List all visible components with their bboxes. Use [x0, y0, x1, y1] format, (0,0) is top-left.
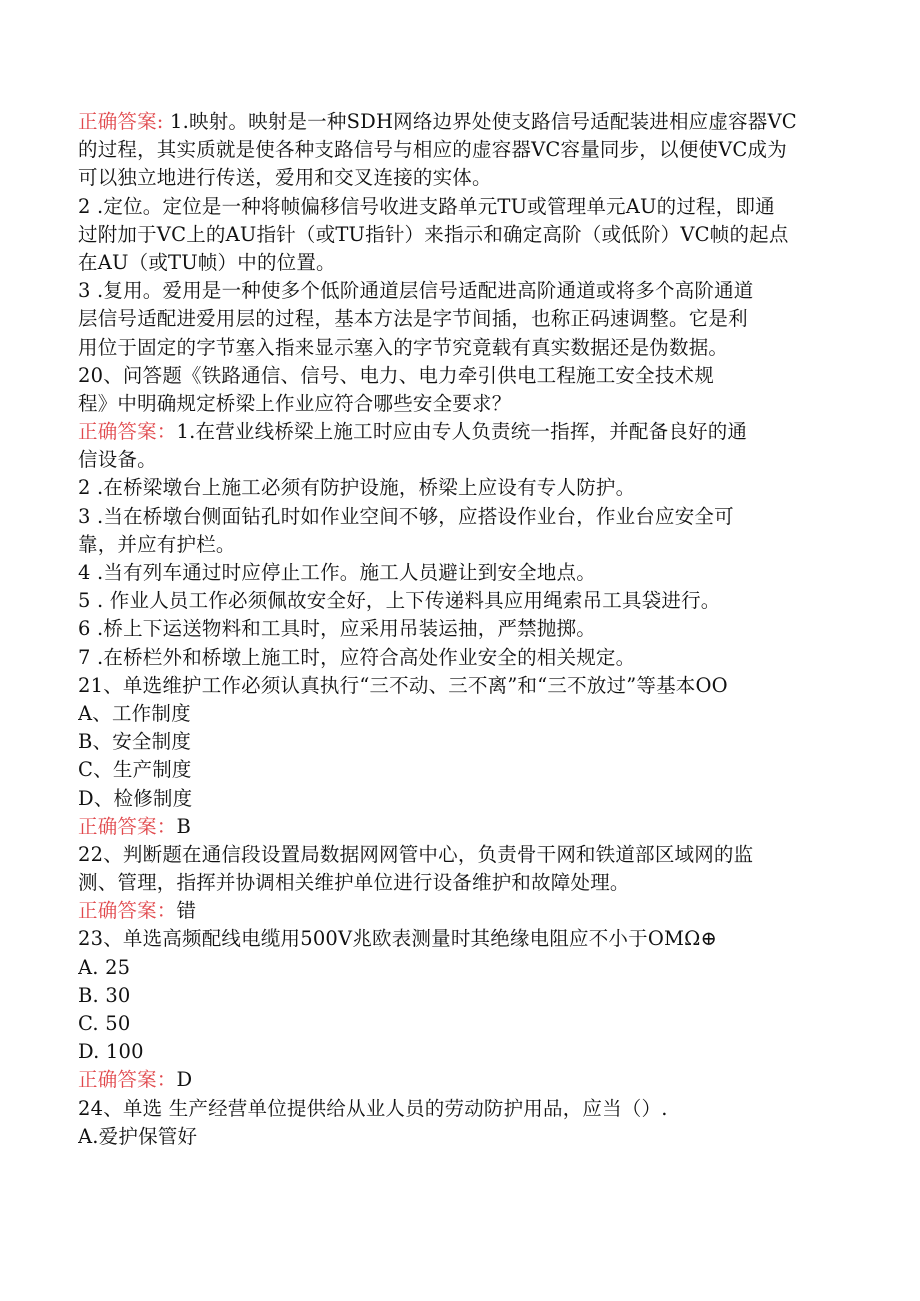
- text-line: [78, 136, 848, 164]
- answer-line: [78, 1066, 848, 1094]
- line-text: 可以独立地进行传送，爱用和交叉连接的实体。: [78, 166, 492, 190]
- line-text: B、安全制度: [78, 730, 192, 754]
- line-text: C. 50: [78, 1012, 131, 1035]
- line-text: A. 25: [78, 955, 131, 979]
- text-line: [78, 164, 848, 192]
- line-text: 21、单选维护工作必须认真执行“三不动、三不离”和“三不放过”等基本OO: [78, 673, 728, 697]
- line-text: 24、单选 生产经营单位提供给从业人员的劳动防护用品，应当（）.: [78, 1096, 668, 1120]
- text-line: [78, 1010, 848, 1038]
- text-line: [78, 841, 848, 869]
- line-text: 6 .桥上下运送物料和工具时，应采用吊装运抽，严禁抛掷。: [78, 617, 596, 641]
- answer-label: 正确答案：: [78, 420, 177, 444]
- text-line: [78, 644, 848, 672]
- line-text: 过附加于VC上的AU指针（或TU指针）来指示和确定高阶（或低阶）VC帧的起点: [78, 222, 789, 246]
- line-text: 20、问答题《铁路通信、信号、电力、电力牵引供电工程施工安全技术规: [78, 363, 714, 387]
- line-text: 1.映射。映射是一种SDH网络边界处使支路信号适配装进相应虚容器VC: [163, 110, 797, 133]
- text-line: [78, 1038, 848, 1066]
- line-text: 在AU（或TU帧）中的位置。: [78, 250, 336, 274]
- text-line: [78, 982, 848, 1010]
- line-text: B: [176, 814, 192, 838]
- line-text: 5 . 作业人员工作必须佩故安全好，上下传递料具应用绳索吊工具袋进行。: [78, 589, 721, 613]
- text-line: [78, 728, 848, 756]
- text-line: [78, 531, 848, 559]
- line-text: 3 .当在桥墩台侧面钻孔时如作业空间不够，应搭设作业台，作业台应安全可: [78, 504, 734, 528]
- text-line: [78, 756, 848, 784]
- line-text: 程》中明确规定桥梁上作业应符合哪些安全要求？: [78, 391, 512, 415]
- line-text: D、检修制度: [78, 786, 193, 810]
- text-line: [78, 362, 848, 390]
- line-text: 错: [176, 899, 197, 923]
- line-text: 7 .在桥栏外和桥墩上施工时，应符合高处作业安全的相关规定。: [78, 645, 636, 669]
- answer-line: [78, 897, 848, 925]
- text-line: [78, 334, 848, 362]
- line-text: 信设备。: [78, 448, 157, 472]
- text-line: [78, 615, 848, 643]
- document-body: [78, 108, 848, 1151]
- text-line: [78, 587, 848, 615]
- line-text: 4 .当有列车通过时应停止工作。施工人员避让到安全地点。: [78, 561, 596, 584]
- text-line: [78, 249, 848, 277]
- text-line: [78, 1095, 848, 1123]
- text-line: [78, 672, 848, 700]
- line-text: 测、管理，指挥并协调相关维护单位进行设备维护和故障处理。: [78, 871, 630, 895]
- line-text: 1.在营业线桥梁上施工时应由专人负责统一指挥，并配备良好的通: [176, 420, 748, 444]
- text-line: [78, 446, 848, 474]
- line-text: 的过程，其实质就是使各种支路信号与相应的虚容器VC容量同步，以便使VC成为: [78, 138, 787, 162]
- text-line: [78, 700, 848, 728]
- answer-line: [78, 813, 848, 841]
- line-text: C、生产制度: [78, 758, 192, 782]
- text-line: [78, 390, 848, 418]
- line-text: D. 100: [78, 1040, 144, 1064]
- text-line: [78, 277, 848, 305]
- answer-label: 正确答案：: [78, 814, 177, 838]
- line-text: A、工作制度: [78, 701, 191, 725]
- answer-line: [78, 108, 848, 136]
- text-line: [78, 474, 848, 502]
- text-line: [78, 869, 848, 897]
- text-line: [78, 503, 848, 531]
- text-line: [78, 785, 848, 813]
- answer-label: 正确答案:: [78, 110, 164, 133]
- text-line: [78, 954, 848, 982]
- text-line: [78, 221, 848, 249]
- line-text: 靠，并应有护栏。: [78, 532, 236, 556]
- line-text: A.爱护保管好: [78, 1124, 198, 1148]
- text-line: [78, 1123, 848, 1151]
- answer-line: [78, 418, 848, 446]
- text-line: [78, 305, 848, 333]
- line-text: 用位于固定的字节塞入指来显示塞入的字节究竟载有真实数据还是伪数据。: [78, 335, 729, 359]
- line-text: 2 .在桥梁墩台上施工必须有防护设施，桥梁上应设有专人防护。: [78, 476, 636, 500]
- line-text: 2 .定位。定位是一种将帧偏移信号收进支路单元TU或管理单元AU的过程，即通: [78, 194, 775, 218]
- line-text: 23、单选高频配线电缆用500V兆欧表测量时其绝缘电阻应不小于OMΩ⊕: [78, 927, 718, 951]
- line-text: 层信号适配进爱用层的过程，基本方法是字节间插，也称正码速调整。它是利: [78, 307, 748, 331]
- line-text: 3 .复用。爱用是一种使多个低阶通道层信号适配进高阶通道或将多个高阶通道: [78, 279, 754, 303]
- line-text: 22、判断题在通信段设置局数据网网管中心，负责骨干网和铁道部区域网的监: [78, 842, 754, 866]
- answer-label: 正确答案：: [78, 899, 177, 923]
- text-line: [78, 193, 848, 221]
- text-line: [78, 559, 848, 587]
- line-text: D: [176, 1068, 193, 1092]
- line-text: B. 30: [78, 983, 131, 1007]
- answer-label: 正确答案：: [78, 1068, 177, 1092]
- text-line: [78, 925, 848, 953]
